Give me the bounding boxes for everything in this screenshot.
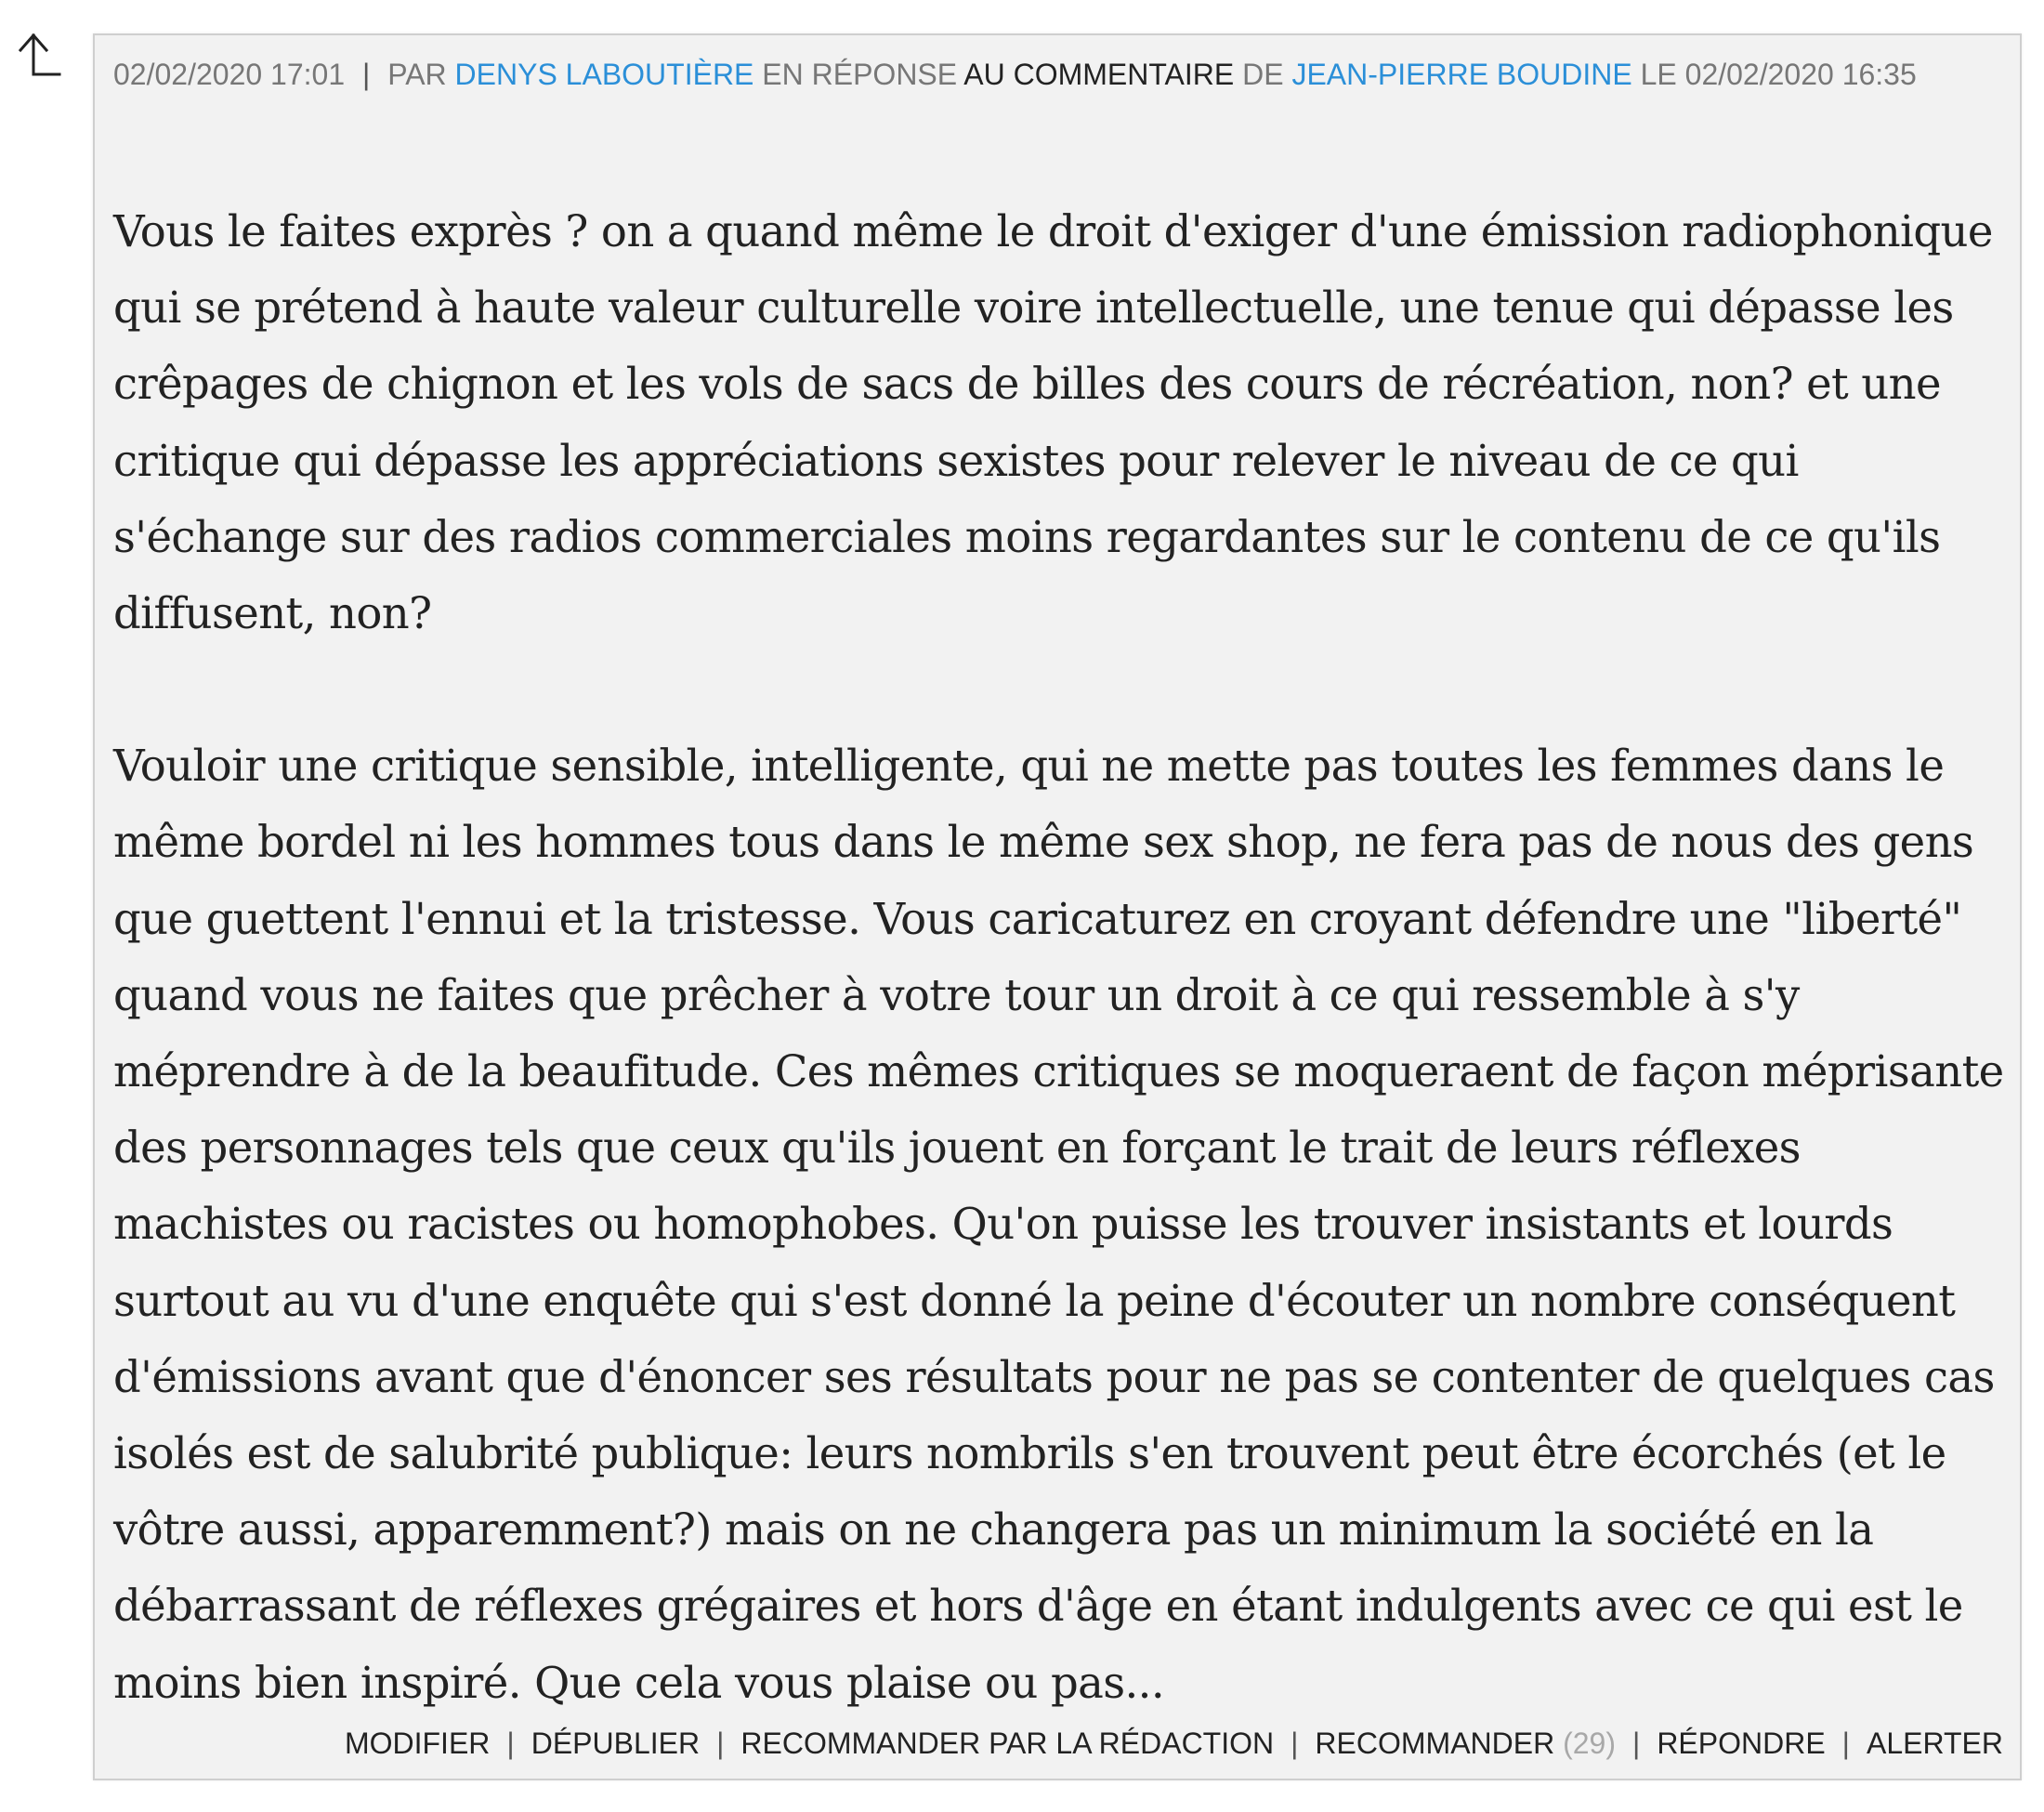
- of-label: DE: [1242, 58, 1284, 91]
- parent-comment-link[interactable]: AU COMMENTAIRE: [963, 58, 1235, 91]
- comment-body: [113, 193, 2009, 1721]
- action-separator: |: [506, 1727, 515, 1760]
- report-link[interactable]: ALERTER: [1866, 1727, 2003, 1760]
- by-label: PAR: [387, 58, 447, 91]
- comment-paragraph: Vous le faites exprès ? on a quand même le droit d'exiger d'une émission radiophonique qui se prétend à haute valeur culturelle voire intellectuelle, une tenue qui dépasse les crêpages de chignon et les vols de sacs de billes des cours de récréation, non? et une critique qui dépasse les appréciations sexistes pour relever le niveau de ce qui s'échange sur des radios commerciales moins regardantes sur le contenu de ce qu'ils diffusent, non?: [113, 206, 1993, 639]
- comment-meta: [113, 52, 1999, 98]
- action-separator: |: [1291, 1727, 1299, 1760]
- reply-link[interactable]: RÉPONDRE: [1657, 1727, 1826, 1760]
- on-label: LE: [1640, 58, 1677, 91]
- action-separator: |: [1841, 1727, 1850, 1760]
- unpublish-link[interactable]: DÉPUBLIER: [531, 1727, 701, 1760]
- parent-author-link[interactable]: JEAN-PIERRE BOUDINE: [1291, 58, 1632, 91]
- comment-card: [93, 33, 2022, 1780]
- meta-separator: |: [362, 58, 371, 91]
- comment-paragraph: Vouloir une critique sensible, intelligente, qui ne mette pas toutes les femmes dans le même bordel ni les hommes tous dans le même sex shop, ne fera pas de nous des gens que guettent l'ennui et la tristesse. Vous caricaturez en croyant défendre une "liberté" quand vous ne faites que prêcher à votre tour un droit à ce qui ressemble à s'y méprendre à de la beaufitude. Ces mêmes critiques se moqueraent de façon méprisante des personnages tels que ceux qu'ils jouent en forçant le trait de leurs réflexes machistes ou racistes ou homophobes. Qu'on puisse les trouver insistants et lourds surtout au vu d'une enquête qui s'est donné la peine d'écouter un nombre conséquent d'émissions avant que d'énoncer ses résultats pour ne pas se contenter de quelques cas isolés est de salubrité publique: leurs nombrils s'en trouvent peut être écorchés (et le vôtre aussi, apparemment?) mais on ne changera pas un minimum la société en la débarrassant de réflexes grégaires et hors d'âge en étant indulgents avec ce qui est le moins bien inspiré. Que cela vous plaise ou pas...: [113, 741, 2004, 1708]
- recommend-editorial-link[interactable]: RECOMMANDER PAR LA RÉDACTION: [740, 1727, 1275, 1760]
- modify-link[interactable]: MODIFIER: [344, 1727, 491, 1760]
- action-separator: |: [716, 1727, 725, 1760]
- recommend-count: (29): [1563, 1727, 1616, 1760]
- comment-actions: [345, 1725, 2003, 1762]
- in-reply-label: EN RÉPONSE: [762, 58, 958, 91]
- recommend-label: RECOMMANDER: [1315, 1727, 1555, 1760]
- reply-arrow-icon: [17, 32, 63, 87]
- action-separator: |: [1632, 1727, 1641, 1760]
- author-link[interactable]: DENYS LABOUTIÈRE: [454, 58, 754, 91]
- parent-comment-date: 02/02/2020 16:35: [1684, 58, 1917, 91]
- comment-date: 02/02/2020 17:01: [113, 58, 346, 91]
- recommend-link[interactable]: [1315, 1727, 1616, 1760]
